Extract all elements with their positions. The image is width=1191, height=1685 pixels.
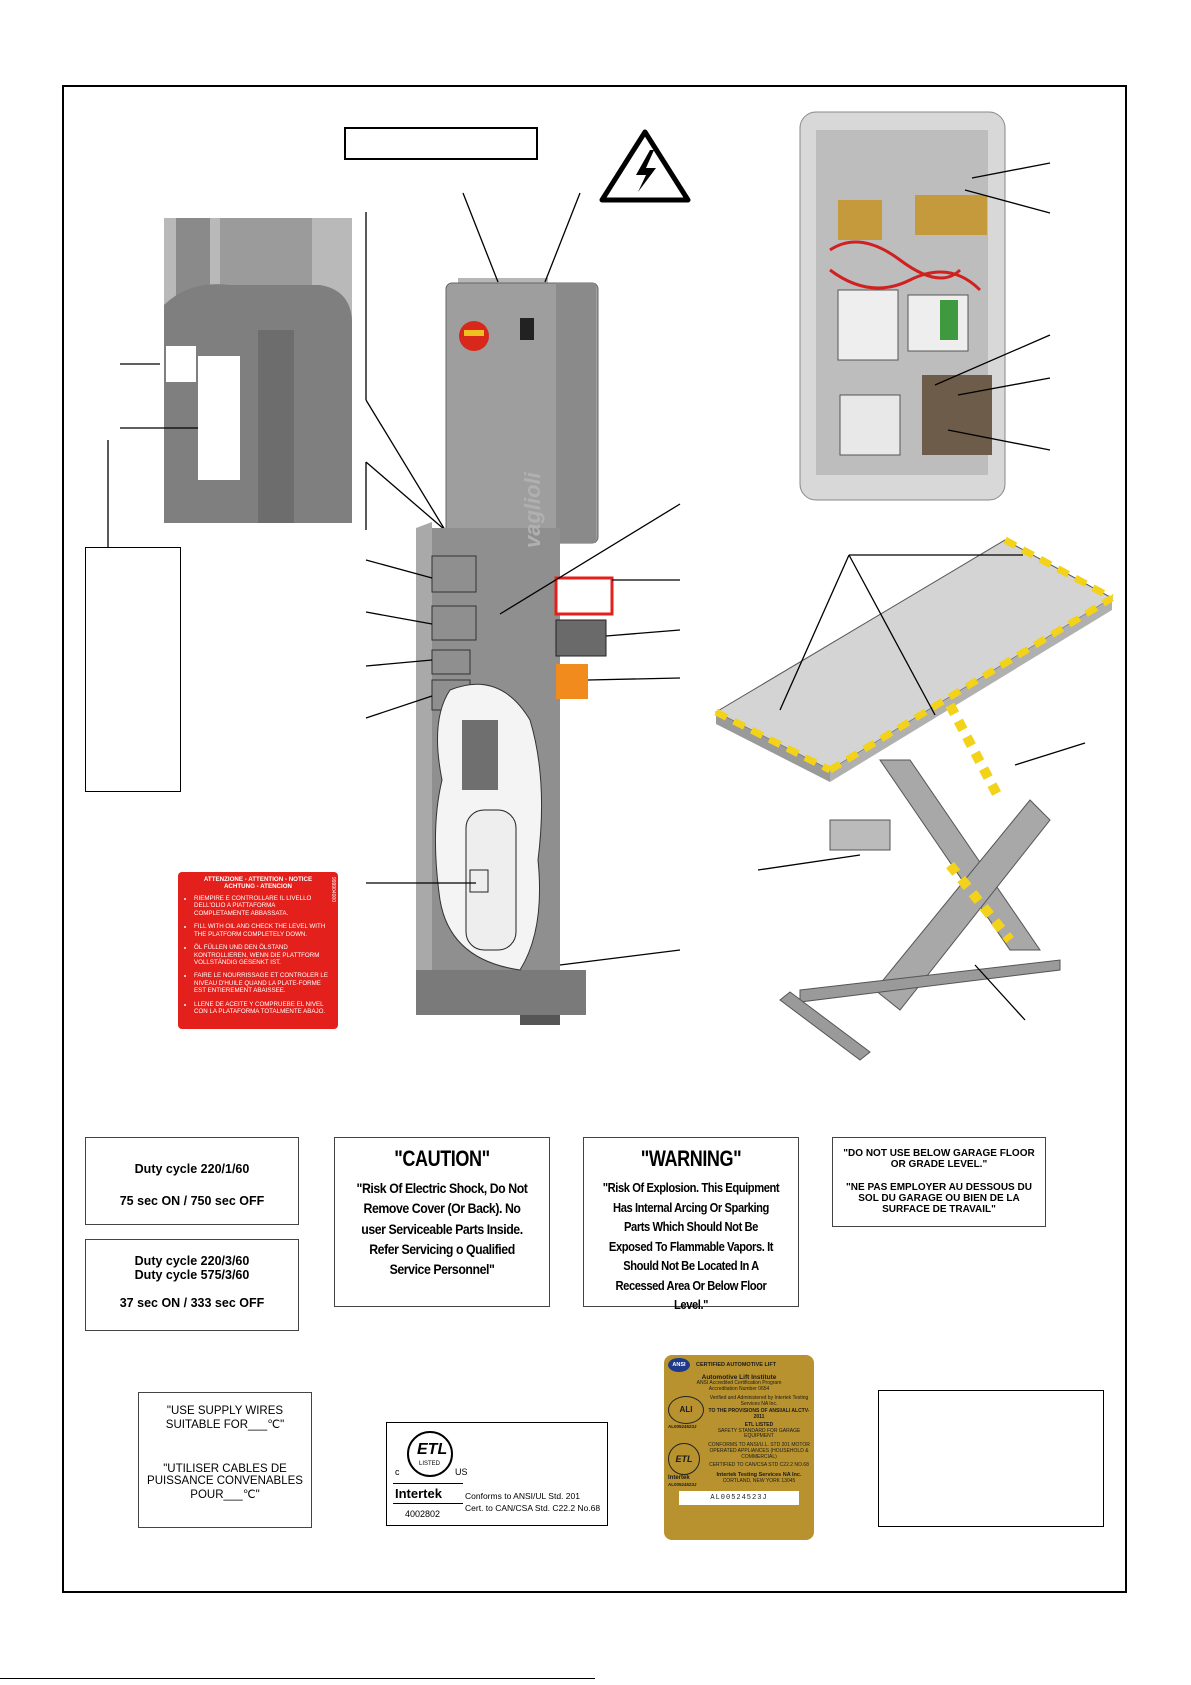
oil-item: • ÖL FÜLLEN UND DEN ÖLSTAND KONTROLLIEREN, WENN DIE PLATTFORM VOLLSTÄNDIG GESENKT IST. [194, 944, 332, 966]
wires-en: "USE SUPPLY WIRES SUITABLE FOR___℃" [165, 1405, 285, 1431]
ali-header: CERTIFIED AUTOMOTIVE LIFT [696, 1361, 777, 1368]
duty1-line1: Duty cycle 220/1/60 [134, 1162, 250, 1176]
warning-title: "WARNING" [640, 1146, 742, 1171]
ali-provisions: TO THE PROVISIONS OF ANSI/ALI ALCTV-2011 [708, 1408, 810, 1421]
oil-item: • FAIRE LE NOURRISSAGE ET CONTROLER LE NIVEAU D'HUILE QUAND LA PLATE-FORME EST ENTIEREMENT ABAISSEE. [194, 972, 332, 994]
etl-logo-text: ETL [417, 1441, 448, 1458]
oil-title2: ACHTUNG - ATENCION [223, 883, 293, 891]
ali-badge-icon: ALI [668, 1396, 704, 1424]
ali-code2: AL00524523J [668, 1482, 697, 1488]
oil-item: • FILL WITH OIL AND CHECK THE LEVEL WITH THE PLATFORM COMPLETELY DOWN. [194, 923, 332, 938]
power-unit-cabinet [416, 522, 612, 1025]
caution-title: "CAUTION" [394, 1146, 490, 1171]
duty1-line2: 75 sec ON / 750 sec OFF [119, 1194, 265, 1208]
ali-code1: AL00524523J [668, 1423, 697, 1429]
etl-label [386, 1422, 608, 1526]
ali-barcode: AL00524523J [679, 1491, 799, 1505]
ali-org: Automotive Lift Institute [701, 1374, 777, 1381]
etl-intertek: Intertek [395, 1486, 442, 1501]
caution-body: "Risk Of Electric Shock, Do Not Remove Cover (Or Back). No user Serviceable Parts Inside. Refer Servicing o Qualified Service Personnel" [356, 1180, 528, 1278]
etl-listed-text: LISTED [419, 1461, 441, 1467]
etl-us: US [455, 1467, 468, 1477]
ansi-logo-icon: ANSI [668, 1358, 690, 1372]
etl-line1: Conforms to ANSI/UL Std. 201 [465, 1491, 580, 1501]
oil-item: • LLENE DE ACEITE Y COMPRUEBE EL NIVEL CON LA PLATAFORMA TOTALMENTE ABAJO. [194, 1001, 332, 1016]
warning-body: "Risk Of Explosion. This Equipment Has Internal Arcing Or Sparking Parts Which Should Not Be Exposed To Flammable Vapors. It Should Not Be Located In A Recessed Area Or Below Floor Level." [602, 1180, 780, 1312]
duty-cycle-label-2 [85, 1239, 299, 1331]
ali-intertek: Intertek [668, 1475, 690, 1482]
duty2-line2: Duty cycle 575/3/60 [134, 1268, 250, 1282]
footer-rule [0, 1678, 595, 1679]
floor-en: "DO NOT USE BELOW GARAGE FLOOR OR GRADE LEVEL." [843, 1148, 1035, 1170]
floor-level-label [832, 1137, 1046, 1227]
wires-fr: "UTILISER CABLES DE PUISSANCE CONVENABLES POUR___℃" [147, 1463, 303, 1501]
ali-its: Intertek Testing Services NA Inc. [716, 1472, 802, 1479]
ali-etl-listed: ETL LISTED [744, 1421, 774, 1428]
ali-certified: CERTIFIED TO CAN/CSA STD C22.2 NO.68 [709, 1462, 809, 1469]
empty-label-right [878, 1390, 1104, 1527]
ali-city: CORTLAND, NEW YORK 13045 [722, 1477, 796, 1484]
oil-title: ATTENZIONE - ATTENTION - NOTICE [203, 876, 313, 883]
empty-label-left [85, 547, 181, 792]
ali-certification-label [664, 1355, 814, 1540]
etl-code: 4002802 [405, 1509, 441, 1519]
electrical-panel-photo [800, 112, 1005, 500]
ali-conforms: CONFORMS TO ANSI/U.L. STD 201 MOTOR OPERATED APPLIANCES (HOUSEHOLD & COMMERCIAL) [708, 1442, 810, 1460]
etl-line2: Cert. to CAN/CSA Std. C22.2 No.68 [465, 1503, 601, 1513]
ali-accr: ANSI Accredited Certification Program [696, 1380, 782, 1387]
oil-warning-label [178, 872, 338, 1029]
etl-logo-icon [407, 1431, 453, 1477]
caution-label [334, 1137, 550, 1307]
brand-text: vaglioli [520, 472, 545, 548]
etl-c: c [395, 1467, 400, 1477]
oil-item: • RIEMPIRE E CONTROLLARE IL LIVELLO DELL'OLIO A PIATTAFORMA COMPLETAMENTE ABBASSATA. [194, 895, 332, 917]
ali-etl-logo-icon: ETL [668, 1443, 700, 1475]
oil-code: 999904000 [330, 876, 336, 902]
scissor-lift-drawing [716, 540, 1112, 1060]
ali-verified: Verified and Administered by Intertek Testing Services NA Inc. [709, 1394, 809, 1407]
duty-cycle-label-1 [85, 1137, 299, 1225]
floor-fr: "NE PAS EMPLOYER AU DESSOUS DU SOL DU GARAGE OU BIEN DE LA SURFACE DE TRAVAIL" [846, 1182, 1032, 1215]
ali-safety: SAFETY STANDARD FOR GARAGE EQUIPMENT [717, 1427, 801, 1440]
column-photo [164, 218, 352, 523]
warning-label [583, 1137, 799, 1312]
duty2-line3: 37 sec ON / 333 sec OFF [119, 1296, 265, 1310]
supply-wires-label [138, 1392, 312, 1528]
duty2-line1: Duty cycle 220/3/60 [134, 1254, 250, 1268]
ali-accr-num: Accreditation Number 0654 [708, 1386, 770, 1393]
